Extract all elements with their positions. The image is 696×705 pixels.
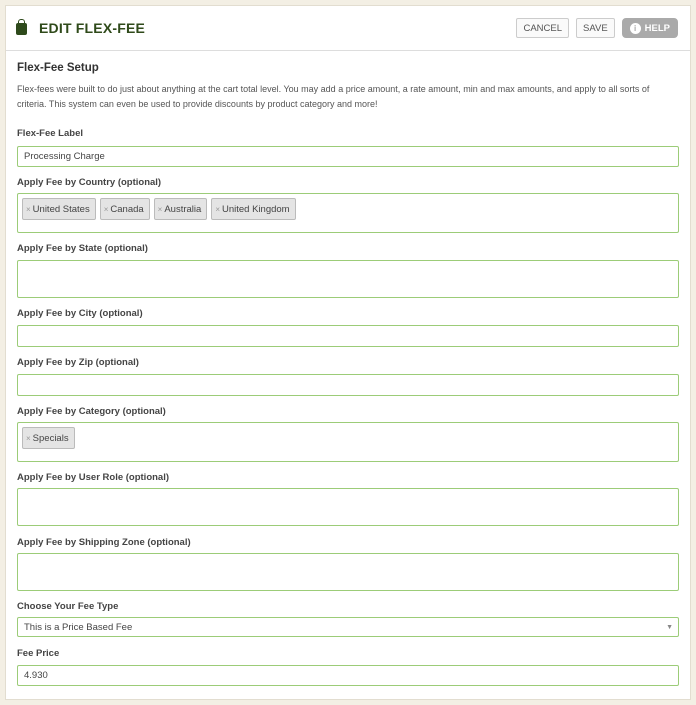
flex-fee-label-label: Flex-Fee Label [17,128,83,139]
selected-tag [22,427,75,449]
fee-price-input[interactable]: 4.930 [17,665,679,686]
edit-flex-fee-panel [5,5,691,700]
tag-label: Specials [32,432,69,444]
help-label: HELP [644,22,670,34]
tag-label: Australia [164,203,202,215]
tag-label: Canada [110,203,144,215]
fee-price-label: Fee Price [17,648,60,659]
city-label: Apply Fee by City (optional) [17,308,143,319]
fee-type-select[interactable] [17,617,679,637]
section-title: Flex-Fee Setup [17,62,99,74]
category-multiselect[interactable] [17,422,679,462]
section-description: Flex-fees were built to do just about anything at the cart total level. You may add a price amount, a rate amount, min and max amounts, and apply to all sorts of criteria. This system can even be used to provide discounts by product category and more! [17,84,650,109]
cancel-button[interactable]: CANCEL [516,18,569,38]
remove-tag-icon[interactable]: × [26,204,31,214]
shipping-zone-label: Apply Fee by Shipping Zone (optional) [17,537,191,548]
zip-label: Apply Fee by Zip (optional) [17,357,139,368]
user-role-multiselect[interactable] [17,488,679,526]
remove-tag-icon[interactable]: × [103,204,109,214]
fee-type-label: Choose Your Fee Type [17,601,119,612]
selected-tag [22,198,96,220]
selected-tag [211,198,295,220]
remove-tag-icon[interactable]: × [157,204,163,214]
fee-type-value: This is a Price Based Fee [24,621,133,633]
chevron-down-icon: ▼ [666,623,673,631]
info-icon: i [630,23,641,34]
zip-input[interactable] [17,374,679,396]
save-button[interactable]: SAVE [576,18,615,38]
country-multiselect[interactable] [17,193,679,233]
remove-tag-icon[interactable]: × [26,433,31,443]
page-title: EDIT FLEX-FEE [39,20,146,36]
shopping-bag-icon [16,23,27,35]
city-input[interactable] [17,325,679,347]
shipping-zone-multiselect[interactable] [17,553,679,591]
flex-fee-label-input[interactable]: Processing Charge [17,146,679,167]
tag-label: United Kingdom [221,203,290,215]
state-label: Apply Fee by State (optional) [17,243,148,254]
user-role-label: Apply Fee by User Role (optional) [17,472,170,483]
tag-label: United States [32,203,90,215]
country-label: Apply Fee by Country (optional) [17,177,162,188]
state-multiselect[interactable] [17,260,679,298]
remove-tag-icon[interactable]: × [215,204,220,214]
category-label: Apply Fee by Category (optional) [17,406,166,417]
selected-tag [154,198,208,220]
selected-tag [100,198,150,220]
header [6,6,690,51]
help-button[interactable] [622,18,678,38]
